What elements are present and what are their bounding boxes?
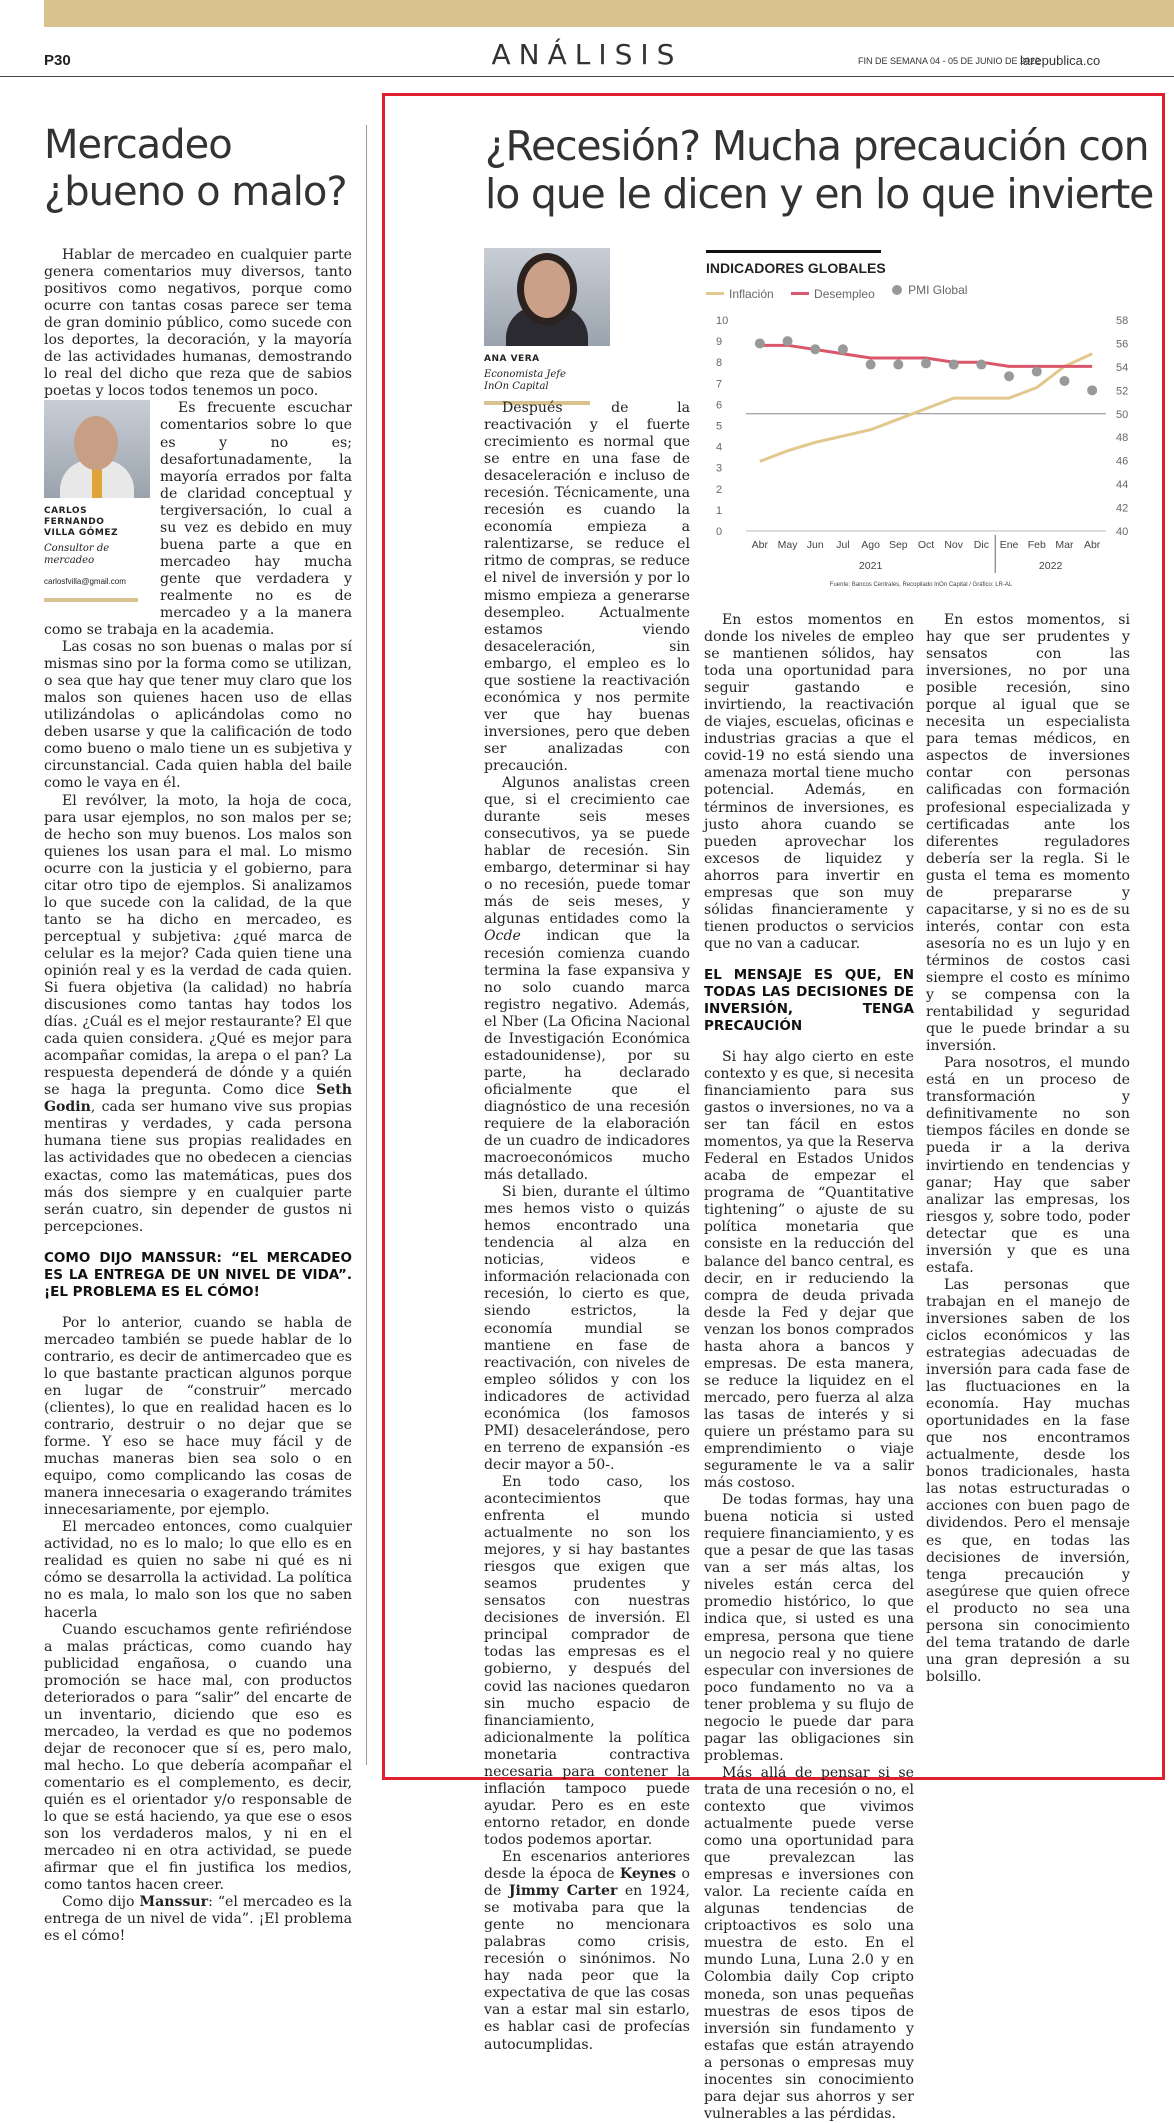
pmi-point (1004, 371, 1014, 381)
legend-item: Inflación (706, 287, 774, 301)
paragraph: Algunos analistas creen que, si el crecimiento cae durante seis meses consecutivos, ya se puede hablar de recesión. Sin embargo, determinar si hay o no recesión, puede tomar más de seis meses, y algunas entidades como la Ocde indican que la recesión comienza cuando termina la fase expansiva y no solo cuando marca registro negativo. Además, el Nber (La Oficina Nacional de Investigación Económica estadounidense), por su parte, ha declarado oficialmente que el diagnóstico de una recesión requiere de la elaboración de un cuadro de indicadores macroeconómicos mucho más detallado. (484, 775, 691, 1184)
x-tick-label: Oct (917, 539, 935, 551)
x-tick-label: Ago (861, 539, 880, 551)
y-tick-right: 42 (1116, 502, 1129, 515)
author-name: ANA VERA (484, 354, 540, 364)
paragraph: En estos momentos en donde los niveles de empleo se mantienen sólidos, hay toda una oportunidad para seguir gastando e invirtiendo, la reactivación de viajes, escuelas, oficinas e industrias gracias a que el covid-19 no está siendo una amenaza mortal tiene mucho potencial. Además, en términos de inversiones, es justo ahora cuando se pueden aprovechar los excesos de liquidez y ahorros para invertir en empresas que son muy sólidas financieramente y tienen productos o servicios que no van a caducar. (704, 612, 914, 952)
right-article-column-3 (926, 612, 1130, 1686)
y-tick-left: 5 (716, 420, 723, 433)
paragraph: Hablar de mercadeo en cualquier parte genera comentarios muy diversos, tanto positivos como negativos, porque como ocurre con tantas cosas parece ser tema de gran dominio público, como sucede con los deportes, la decoración, y la mayoría de las actividades humanas, demostrando lo real del dicho que reza que de sabios poetas y locos todos tenemos un poco. (44, 247, 352, 400)
left-article-title (44, 122, 364, 216)
paragraph: CARLOS FERNANDO VILLA GÓMEZ Consultor de mercadeo carlosfvilla@gmail.com Es frecuente escuchar comentarios sobre lo que es y no es; desafortunadamente, la mayoría errados por falta de claridad conceptual y tergiversación, lo cual a su vez es debido en muy buena parte a que en mercadeo hay mucha gente que verdadera y realmente no es de mercadeo y a la manera como se trabaja en la academia. (44, 400, 352, 639)
top-color-band (44, 0, 1174, 27)
y-tick-left: 7 (716, 378, 723, 391)
y-tick-left: 8 (716, 357, 723, 370)
y-tick-left: 10 (716, 315, 729, 327)
x-tick-label: Jun (806, 539, 824, 551)
page-number: P30 (44, 52, 71, 69)
x-tick-label: May (777, 539, 798, 551)
x-tick-label: Sep (888, 539, 908, 551)
pmi-point (893, 360, 903, 370)
left-title-line-1: Mercadeo (44, 122, 232, 168)
paragraph: Si bien, durante el último mes hemos visto o quizás hemos encontrado una tendencia al alza en noticias, videos e información relacionada con recesión, lo cierto es que, siendo estrictos, la economía mundial se mantiene en fase de reactivación, con niveles de empleo sólidos y con los indicadores de actividad económica (los famosos PMI) desacelerándose, pero en terreno de expansión -es decir mayor a 50-. (484, 1184, 690, 1473)
author-name: CARLOS FERNANDO VILLA GÓMEZ (44, 506, 119, 539)
year-label: 2021 (858, 560, 883, 572)
paragraph: Por lo anterior, cuando se habla de mercadeo también se puede hablar de lo contrario, es decir de antimercadeo que es lo que bastante practican algunos porque en lugar de “construir” mercado (clientes), lo que en realidad hacen es lo contrario, destruir o no dejar que se forme. Y eso se hace muy fácil y de muchas maneras bien sea solo o en equipo, como complicando las cosas de manera innecesaria o exagerando trámites innecesariamente, por ejemplo. (44, 1314, 352, 1519)
x-tick-label: Nov (944, 539, 964, 551)
y-tick-right: 40 (1116, 526, 1129, 538)
x-tick-label: Abr (1083, 539, 1101, 551)
x-tick-label: Ene (999, 539, 1019, 551)
right-article-title (485, 122, 1165, 218)
right-article-column-2 (704, 612, 914, 2123)
right-title-line-1: ¿Recesión? Mucha precaución con (485, 122, 1149, 170)
paragraph: Si hay algo cierto en este contexto y es que, si necesita financiamiento para sus gastos o inversiones, no va a ser tan fácil en estos momentos, ya que la Reserva Federal en Estados Unidos acaba de empezar el programa de “Quantitative tightening” o ajuste de su política monetaria que consiste en la reducción del balance del banco central, es decir, en ir reduciendo la compra de deuda privada desde la Fed y dejar que venzan los bonos comprados hasta ahora a bancos y empresas. De esta manera, se reduce la liquidez en el mercado, pero fuerza al alza las tasas de interés y si quiere un préstamo para su emprendimiento o viaje seguramente le va a salir más costoso. (704, 1048, 914, 1492)
pmi-point (1087, 385, 1097, 395)
author-divider (44, 598, 138, 602)
pmi-point (1059, 376, 1069, 386)
y-tick-right: 46 (1116, 455, 1129, 468)
y-tick-right: 44 (1116, 479, 1129, 492)
legend-swatch-desempleo (791, 292, 809, 295)
right-article-column-1 (484, 248, 690, 2054)
x-tick-label: Abr (751, 539, 769, 551)
header-rule (0, 76, 1174, 77)
paragraph: Cuando escuchamos gente refiriéndose a malas prácticas, como cuando hay publicidad engañosa, o cuando una promoción se hace mal, con productos deteriorados o para “salir” del encarte de un inventario, diciendo que eso es mercadeo, la verdad es que no podemos dejar de reconocer que sí es, pero malo, mal hecho. Lo que debería acompañar el comentario es el complemento, es decir, quién es el orientador y/o responsable de lo que se está haciendo, ya que ese o esos son los verdaderos malos, y ni en el mercadeo ni en otra actividad, se puede afirmar que el fin justifica los medios, como tantos hacen creer. (44, 1621, 352, 1894)
legend-swatch-inflacion (706, 292, 724, 295)
paragraph: El revólver, la moto, la hoja de coca, para usar ejemplos, no son malos per se; de hecho son muy buenos. Los malos son quienes los usan para el mal. Lo mismo ocurre con la justicia y el gobierno, para citar otro tipo de ejemplos. Si analizamos lo que sucede con la calidad, de la que tanto se ha dicho en mercadeo, es perceptual y subjetiva: ¿qué marca de celular es la mejor? Cada quien tiene una opinión real y es la verdad de cada quien. Si fuera objetiva (la calidad) no habría discusiones como tantas hay todos los días. ¿Cuál es el mejor restaurante? El que cada quien considera. ¿Qué es mejor para acompañar comidas, la arepa o el pan? La respuesta dependerá de dónde y a quién se haga la pregunta. Como dice Seth Godin, cada ser humano vive sus propias mentiras y verdades, y cada persona humana tiene sus propias realidades en las actividades que no obedecen a ciencias exactas, como las matemáticas, pues dos más dos siempre y en cualquier parte serán cuatro, sin depender de gustos ni percepciones. (44, 792, 352, 1235)
bold-name: Seth Godin (44, 1082, 352, 1116)
author-email[interactable]: carlosfvilla@gmail.com (44, 577, 126, 587)
author-role: Consultor de mercadeo (44, 543, 110, 567)
column-divider (366, 125, 367, 1765)
y-tick-left: 3 (716, 462, 723, 475)
right-title-line-2: lo que le dicen y en lo que invierte (485, 170, 1154, 218)
author-role: Economista Jefe InOn Capital (484, 369, 566, 392)
author-box (44, 400, 150, 618)
y-tick-left: 0 (716, 526, 723, 538)
chart-legend (706, 283, 981, 301)
y-tick-right: 58 (1116, 315, 1129, 327)
y-tick-left: 6 (716, 399, 723, 412)
x-tick-label: Mar (1055, 539, 1074, 551)
pmi-point (1032, 367, 1042, 377)
subheading: EL MENSAJE ES QUE, EN TODAS LAS DECISIONES DE INVERSIÓN, TENGA PRECAUCIÓN (704, 966, 914, 1034)
y-tick-right: 56 (1116, 338, 1129, 351)
x-tick-label: Jul (836, 539, 850, 551)
paragraph: El mercadeo entonces, como cualquier actividad, no es lo malo; lo que ello es en realidad es quien no sabe ni qué es ni cómo se desarrolla la actividad. La política no es mala, lo malo son los que no saben hacerla (44, 1519, 352, 1621)
y-tick-left: 4 (716, 441, 723, 454)
legend-swatch-pmi (892, 285, 902, 295)
paragraph: En estos momentos, si hay que ser prudentes y sensatos con las inversiones, no por una posible recesión, sino porque al igual que se necesita un especialista para temas médicos, en aspectos de inversiones contar con personas calificadas con formación profesional especializada y certificadas ante los diferentes reguladores debería ser la regla. Si le gusta el tema es momento de prepararse y capacitarse, y si no es de su interés, contar con esta asesoría no es un lujo y en términos de costos casi siempre el costo es mínimo y se compensa con la rentabilidad y seguridad que le puede brindar a su inversión. (926, 612, 1130, 1055)
pmi-point (976, 360, 986, 370)
left-title-line-2: ¿bueno o malo? (44, 169, 347, 215)
pmi-point (838, 344, 848, 354)
section-title: ANÁLISIS (491, 38, 683, 71)
author-box (484, 248, 610, 398)
pmi-point (783, 336, 793, 346)
author-photo (44, 400, 150, 498)
chart-top-bar (706, 250, 881, 253)
author-photo (484, 248, 610, 346)
y-tick-left: 2 (716, 483, 723, 496)
paragraph: Como dijo Manssur: “el mercadeo es la entrega de un nivel de vida”. ¡El problema es el cómo! (44, 1894, 353, 1945)
chart-source: Fuente: Bancos Centrales, Recopilado InOn Capital / Gráfico: LR-AL (829, 582, 1013, 588)
x-tick-label: Dic (973, 539, 989, 551)
bold-name: Manssur (139, 1894, 209, 1911)
paragraph: Más allá de pensar si se trata de una recesión o no, el contexto que vivimos actualmente puede verse como una oportunidad para que prevalezcan las empresas e inversiones con valor. La reciente caída en algunas tendencias de criptoactivos es solo una muestra de esto. En el mundo Luna, Luna 2.0 y en Colombia daily Cop cripto moneda, son unas pequeñas muestras de esos tipos de inversión sin fundamento y estafas que están atrayendo a personas o empresas muy inocentes sin conocimiento para dejar sus ahorros y ser vulnerables a las pérdidas. (704, 1764, 914, 2122)
y-tick-right: 50 (1116, 408, 1129, 421)
y-tick-left: 1 (716, 504, 723, 517)
legend-item: Desempleo (791, 287, 875, 301)
pmi-point (921, 358, 931, 368)
paragraph: Las personas que trabajan en el manejo de inversiones saben de los ciclos económicos y las estrategias adecuadas de inversión para cada fase de las fluctuaciones en la economía. Hay muchas oportunidades en la fase que nos encontramos actualmente, desde los bonos tradicionales, hasta las notas estructuradas o acciones con buen pago de dividendos. Pero el mensaje es que, en todas las decisiones de inversión, tenga precaución y asegúrese que quien ofrece el producto no sea una persona sin conocimiento del tema tratando de darle una gran depresión a su bolsillo. (926, 1276, 1130, 1685)
indicators-chart (706, 250, 1136, 595)
paragraph: En escenarios anteriores desde la época de Keynes o de Jimmy Carter en 1924, se motivaba para que la gente no mencionara palabras como crisis, recesión o sinónimos. No hay nada peor que la expectativa de que las cosas van a estar mal sin estarlo, es hablar casi de profecías autocumplidas. (484, 1848, 691, 2053)
subheading: COMO DIJO MANSSUR: “EL MERCADEO ES LA ENTREGA DE UN NIVEL DE VIDA”. ¡EL PROBLEMA ES EL CÓMO! (44, 1249, 352, 1300)
y-tick-right: 52 (1116, 385, 1129, 398)
legend-item: PMI Global (892, 283, 967, 297)
paragraph: En todo caso, los acontecimientos que enfrenta el mundo actualmente no son los mejores, y si hay bastantes riesgos que exigen que seamos prudentes y sensatos con nuestras decisiones de inversión. El principal comprador de todas las empresas es el gobierno, y después del covid las naciones quedaron sin mucho espacio de financiamiento, adicionalmente la política monetaria contractiva necesaria para contener la inflación tampoco puede ayudar. Pero es en este entorno retador, en donde todos podemos aportar. (484, 1473, 690, 1848)
paragraph: De todas formas, hay una buena noticia si usted requiere financiamiento, y es que a pesar de que las tasas van a ser más altas, los niveles están cerca del promedio histórico, lo que indica que, si usted es una empresa, persona que tiene un negocio real y no quiere especular con inversiones de poco fundamento no va a tener problema y su flujo de negocio le puede dar para pagar las obligaciones sin problemas. (704, 1492, 914, 1764)
pmi-point (949, 360, 959, 370)
y-tick-left: 9 (716, 336, 723, 349)
series-line-inflacin (760, 354, 1092, 462)
paragraph: Las cosas no son buenas o malas por sí mismas sino por la forma como se utilizan, o sea que hay que tener muy claro que los malos son quienes hacen uso de ellas utilizándolas o aplicándolas como no deben usarse y que la calificación de todo como bueno o malo tiene un es subjetiva y circunstancial. Cada quien habla del baile como le vaya en él. (44, 639, 352, 792)
site-name: larepublica.co (1020, 53, 1101, 68)
x-tick-label: Feb (1027, 539, 1046, 551)
y-tick-right: 54 (1116, 361, 1129, 374)
pmi-point (866, 360, 876, 370)
y-tick-right: 48 (1116, 432, 1129, 445)
edition-date: FIN DE SEMANA 04 - 05 DE JUNIO DE 2022 (858, 56, 1041, 66)
chart-title: INDICADORES GLOBALES (706, 260, 886, 276)
left-article-body (44, 247, 352, 1945)
paragraph: Para nosotros, el mundo está en un proceso de transformación y definitivamente no son tiempos fáciles en donde se pueda ir a la deriva invirtiendo en tendencias y ganar; Hay que saber analizar las empresas, los riesgos y, sobre todo, poder detectar que es una inversión y que es una estafa. (926, 1055, 1130, 1276)
pmi-point (755, 338, 765, 348)
paragraph: Después de la reactivación y el fuerte crecimiento es normal que se entre en una fase de desaceleración e incluso de recesión. Técnicamente, una recesión es cuando la economía empieza a ralentizarse, se reduce el ritmo de compras, se reduce el nivel de inversión y por lo mismo empieza a generarse desempleo. Actualmente estamos viendo desaceleración, sin embargo, el empleo es lo que sostiene la reactivación económica y nos permite ver que hay buenas inversiones, pero que deben ser analizadas con precaución. (484, 400, 690, 774)
year-label: 2022 (1038, 560, 1063, 572)
pmi-point (810, 344, 820, 354)
